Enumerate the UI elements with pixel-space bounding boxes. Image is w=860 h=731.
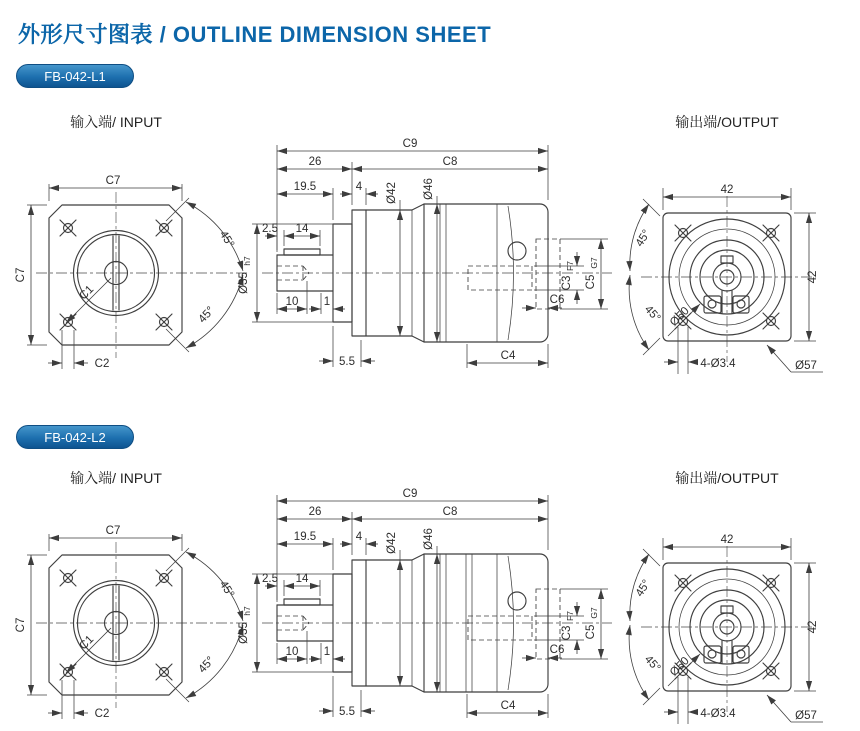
dim-19-5: 19.5 [293,181,317,193]
dim-c7-left: C7 [15,617,27,633]
dim-10: 10 [285,646,299,658]
dim-c3: C3 [561,625,573,641]
dim-c4: C4 [500,350,516,362]
dim-c3-tolerance: F7 [565,261,575,271]
dim-c5-tolerance: G7 [589,607,599,619]
dim-angle-top-input: 45° [216,578,237,600]
dim-c3-tolerance: F7 [565,611,575,621]
dim-c7-top: C7 [105,525,121,537]
dim-42-right: 42 [807,620,819,634]
dim-14: 14 [295,223,309,235]
dim-c7-top: C7 [105,175,121,187]
dim-5-5: 5.5 [339,706,355,718]
dim-c9: C9 [402,488,418,500]
dim-4: 4 [355,181,363,193]
dim-c2: C2 [94,358,110,370]
dim-26: 26 [308,156,322,168]
model-badge-fb-042-l2: FB-042-L2 [16,425,134,449]
dim-angle-bottom-input: 45° [196,654,218,676]
dim-d50: Ø50 [667,654,692,679]
dim-14: 14 [295,573,309,585]
dim-c8: C8 [442,156,458,168]
dim-angle-bottom-output: 45° [641,303,663,325]
dim-d35: Ø35 [238,622,250,644]
dim-c1: C1 [77,633,97,653]
dim-c3: C3 [561,275,573,291]
dim-d42: Ø42 [386,532,398,554]
labels-l2 [15,488,819,722]
dim-angle-top-output: 45° [633,227,654,249]
dim-c2: C2 [94,708,110,720]
page-title: 外形尺寸图表 / OUTLINE DIMENSION SHEET [18,22,492,47]
dim-26: 26 [308,506,322,518]
dim-1: 1 [323,296,331,308]
dim-d42: Ø42 [386,182,398,204]
dim-mounting-holes: 4-Ø3.4 [700,708,736,720]
dim-c8: C8 [442,506,458,518]
dim-c5: C5 [585,624,597,640]
dim-42-top: 42 [720,184,734,196]
dim-mounting-holes: 4-Ø3.4 [700,358,736,370]
dim-c5-tolerance: G7 [589,257,599,269]
dim-angle-bottom-output: 45° [641,653,663,675]
model-badge-fb-042-l1: FB-042-L1 [16,64,134,88]
dim-5-5: 5.5 [339,356,355,368]
dim-19-5: 19.5 [293,531,317,543]
dim-c6: C6 [549,294,565,306]
output-label-l1: 输出端/OUTPUT [675,114,779,130]
dim-d57: Ø57 [795,360,817,372]
dim-c1: C1 [77,283,97,303]
output-label-l2: 输出端/OUTPUT [675,470,779,486]
dim-2-5: 2.5 [262,223,278,235]
dim-42-right: 42 [807,270,819,284]
dim-angle-top-input: 45° [216,228,237,250]
dim-d46: Ø46 [423,528,435,550]
dim-c5: C5 [585,274,597,290]
dim-1: 1 [323,646,331,658]
dim-10: 10 [285,296,299,308]
input-label-l1: 输入端/ INPUT [70,114,162,130]
dim-d35-tolerance: h7 [242,606,252,616]
dim-2-5: 2.5 [262,573,278,585]
dim-d57: Ø57 [795,710,817,722]
dim-d46: Ø46 [423,178,435,200]
dim-c6: C6 [549,644,565,656]
dim-c7-left: C7 [15,267,27,283]
dim-d50: Ø50 [667,304,692,329]
labels-l1 [15,138,819,372]
dim-42-top: 42 [720,534,734,546]
dim-angle-top-output: 45° [633,577,654,599]
dim-angle-bottom-input: 45° [196,304,218,326]
input-label-l2: 输入端/ INPUT [70,470,162,486]
dim-d35-tolerance: h7 [242,256,252,266]
dim-c4: C4 [500,700,516,712]
dim-4: 4 [355,531,363,543]
dim-c9: C9 [402,138,418,150]
dim-d35: Ø35 [238,272,250,294]
